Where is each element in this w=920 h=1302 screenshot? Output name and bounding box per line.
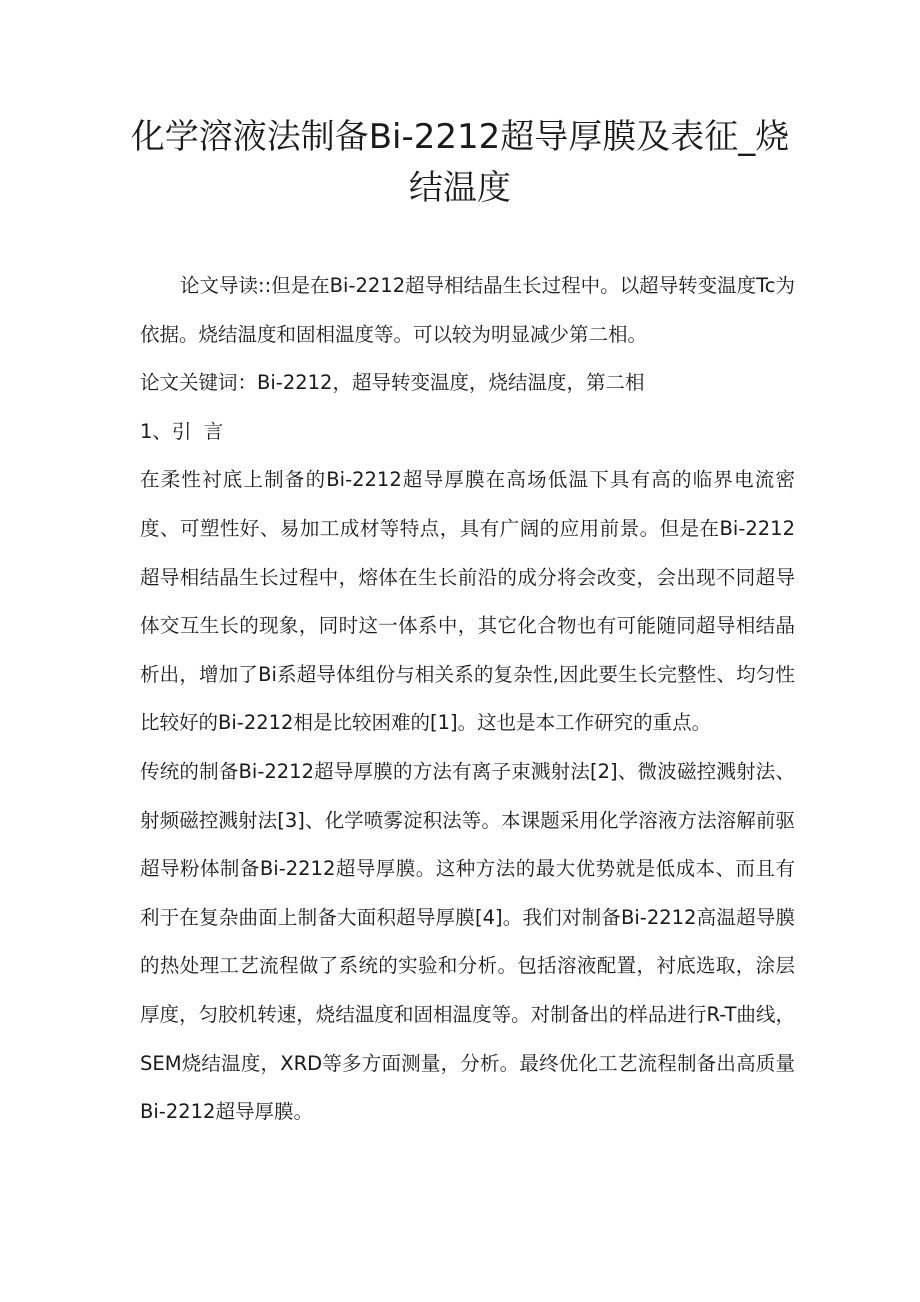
- abstract-paragraph: 论文导读::但是在Bi-2212超导相结晶生长过程中。以超导转变温度Tc为依据。烧结温度和固相温度等。可以较为明显减少第二相。: [140, 274, 795, 346]
- keywords-line: 论文关键词：Bi-2212，超导转变温度，烧结温度，第二相: [140, 371, 645, 395]
- body-paragraph-2: 传统的制备Bi-2212超导厚膜的方法有离子束溅射法[2]、微波磁控溅射法、射频磁控溅射法[3]、化学喷雾淀积法等。本课题采用化学溶液方法溶解前驱超导粉体制备Bi-2212超导厚膜。这种方法的最大优势就是低成本、而且有利于在复杂曲面上制备大面积超导厚膜[4]。我们对制备Bi-2212高温超导膜的热处理工艺流程做了系统的实验和分析。包括溶液配置，衬底选取，涂层厚度，匀胶机转速，烧结温度和固相温度等。对制备出的样品进行R-T曲线，SEM烧结温度，XRD等多方面测量，分析。最终优化工艺流程制备出高质量Bi-2212超导厚膜。: [140, 759, 795, 1124]
- document-title: 化学溶液法制备Bi-2212超导厚膜及表征_烧结温度: [130, 117, 790, 208]
- body-paragraph-1: 在柔性衬底上制备的Bi-2212超导厚膜在高场低温下具有高的临界电流密度、可塑性好、易加工成材等特点，具有广阔的应用前景。但是在Bi-2212超导相结晶生长过程中，熔体在生长前沿的成分将会改变，会出现不同超导体交互生长的现象，同时这一体系中，其它化合物也有可能随同超导相结晶析出，增加了Bi系超导体组份与相关系的复杂性,因此要生长完整性、均匀性比较好的Bi-2212相是比较困难的[1]。这也是本工作研究的重点。: [140, 468, 795, 735]
- document-body: [140, 262, 795, 1137]
- section-heading: 1、引 言: [140, 419, 224, 443]
